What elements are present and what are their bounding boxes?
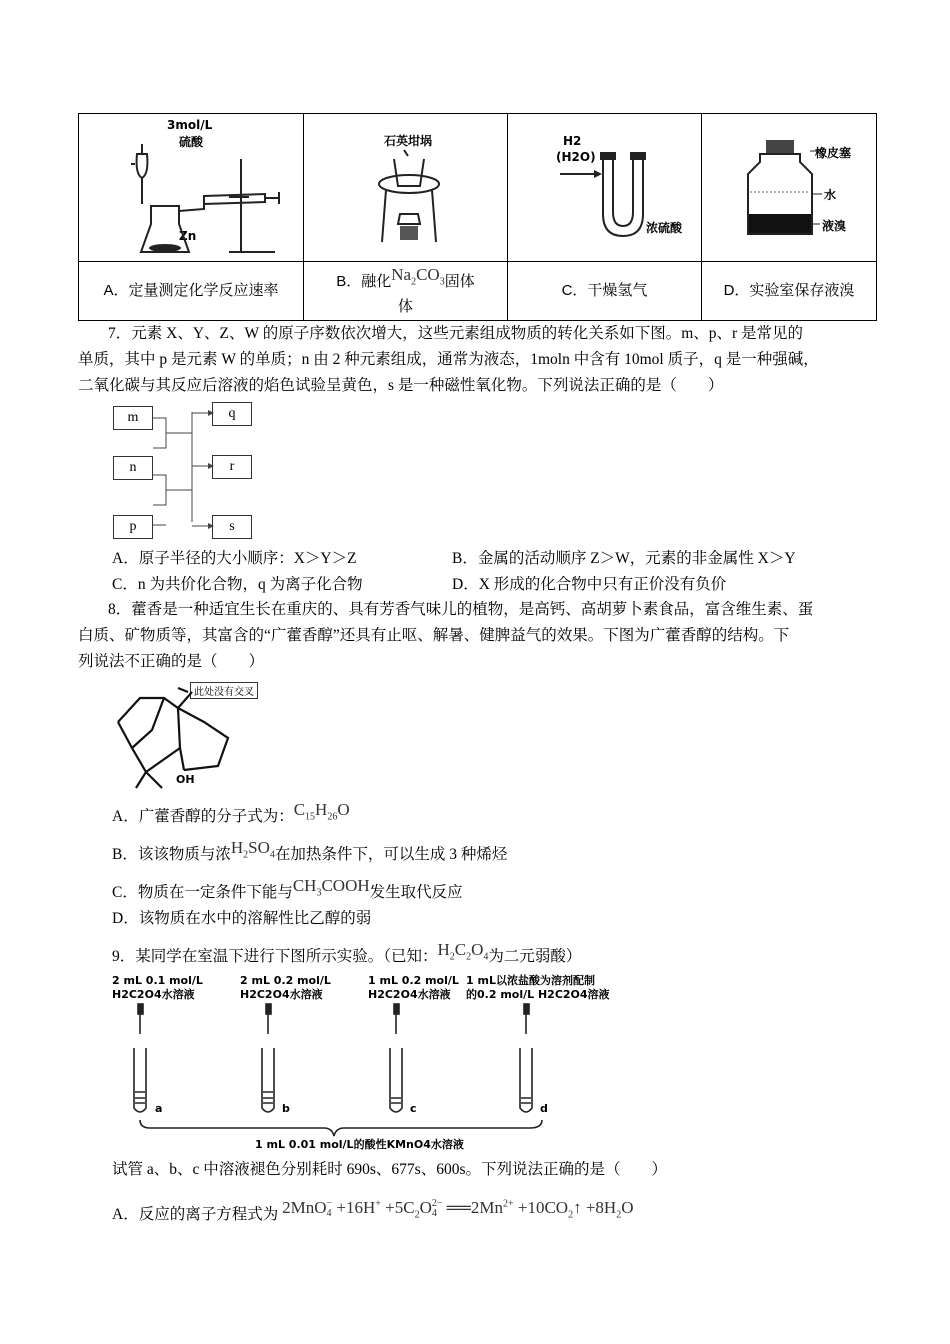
brace-label: 1 mL 0.01 mol/L的酸性KMnO4水溶液 [255,1138,464,1151]
box-s: s [212,515,252,539]
apparatus-d-image [702,114,877,262]
brace [140,1120,542,1136]
q8-option-d[interactable]: D．该物质在水中的溶解性比乙醇的弱 [112,910,372,927]
label-h2o: (H2O) [556,150,596,164]
q9-test-tube-figure [110,972,630,1160]
formula-c15h26o: $C_{15}H_{26}O$ [293,800,350,823]
q7-stem-line1: 7．元素 X、Y、Z、W 的原子序数依次增大，这些元素组成物质的转化关系如下图。m、p、r 是常见的 [108,325,804,342]
tube-d-id: d [540,1102,548,1115]
tube-c [390,1004,402,1112]
flow-arrows [150,400,220,545]
test-tubes-drawing [110,972,630,1160]
q8-stem-line2: 白质、矿物质等，其富含的“广藿香醇”还具有止呕、解暑、健脾益气的效果。下图为广藿香醇的结构。下 [78,627,790,644]
tube-d-reagent: 1 mL以浓盐酸为溶剂配制 的0.2 mol/L H2C2O4溶液 [466,974,610,1001]
tube-a-reagent: 2 mL 0.1 mol/L H2C2O4水溶液 [112,974,203,1001]
caption-c: C．干燥氢气 [508,262,702,321]
patchoulol-structure [112,680,262,790]
label-oh: OH [176,773,195,786]
label-h2: H2 [563,134,582,148]
apparatus-c-image [508,114,702,262]
tube-d [520,1004,532,1112]
q8-stem-line3: 列说法不正确的是（ ） [78,653,265,670]
q7-stem-line2: 单质，其中 p 是元素 W 的单质；n 由 2 种元素组成，通常为液态，1moln 中含有 10mol 质子，q 是一种强碱， [78,351,819,368]
q7-stem-line3: 二氧化碳与其反应后溶液的焰色试验呈黄色，s 是一种磁性氧化物。下列说法正确的是（ ） [78,377,724,394]
q8-option-a[interactable]: A．广藿香醇的分子式为：$C_{15}H_{26}O$ [112,800,350,825]
zinc-acid-apparatus-drawing [79,114,303,261]
q9-result: 试管 a、b、c 中溶液褪色分别耗时 690s、677s、600s。下列说法正确的是（ ） [112,1161,667,1178]
label-liquid-bromine: 液溴 [822,219,847,233]
q7-option-c[interactable]: C．n 为共价化合物，q 为离子化合物 [112,576,363,593]
q9-stem: 9．某同学在室温下进行下图所示实验。（已知：$H_2C_2O_4$为二元弱酸） [112,940,582,965]
box-p: p [113,515,153,539]
q8-option-b[interactable]: B．该该物质与浓$H_2SO_4$在加热条件下，可以生成 3 种烯烃 [112,838,508,863]
tube-a [134,1004,146,1112]
label-rubber-stopper: 橡皮塞 [815,146,852,160]
q7-option-a[interactable]: A．原子半径的大小顺序：X＞Y＞Z [112,550,357,567]
label-zn: Zn [179,229,197,243]
caption-b: B．融化$Na_2CO_3$固体 体 [304,262,508,321]
box-n: n [113,456,153,480]
formula-h2so4: $H_2SO_4$ [230,838,275,861]
formula-h2c2o4: $H_2C_2O_4$ [437,940,489,963]
label-sulfuric-acid: 硫酸 [179,135,204,149]
label-quartz-crucible: 石英坩埚 [384,134,433,148]
formula-na2co3: $Na_2CO_3$ [391,265,445,288]
q7-option-b[interactable]: B．金属的活动顺序 Z＞W，元素的非金属性 X＞Y [452,550,796,567]
skeletal-formula-drawing [112,680,262,790]
box-m: m [113,406,153,430]
apparatus-a-image [79,114,304,262]
q9-option-a[interactable]: A．反应的离子方程式为 $2MnO_4^- +16H^+ +5C_2O_4^{2-}$ $══2Mn^{2+}$ $+10CO_2↑ +8H_2O$ [112,1198,634,1223]
ionic-equation: $2MnO_4^- +16H^+ +5C_2O_4^{2-}$ $══2Mn^{2+}$ $+10CO_2↑ +8H_2O$ [282,1198,634,1221]
box-q: q [212,402,252,426]
caption-a: A．定量测定化学反应速率 [79,262,304,321]
label-water: 水 [824,188,837,202]
crucible-heating-drawing [304,114,507,261]
tube-b-id: b [282,1102,290,1115]
bottle-drawing [702,114,876,261]
label-3mol: 3mol/L [167,118,213,132]
caption-d: D．实验室保存液溴 [702,262,877,321]
tube-c-id: c [410,1102,417,1115]
apparatus-b-image [304,114,508,262]
formula-ch3cooh: $CH_3COOH$ [292,876,370,899]
label-conc-sulfuric: 浓硫酸 [646,221,683,235]
tube-b-reagent: 2 mL 0.2 mol/L H2C2O4水溶液 [240,974,331,1001]
q7-option-d[interactable]: D．X 形成的化合物中只有正价没有负价 [452,576,727,593]
tube-b [262,1004,274,1112]
box-r: r [212,455,252,479]
apparatus-table [78,113,877,321]
q8-option-c[interactable]: C．物质在一定条件下能与$CH_3COOH$发生取代反应 [112,876,463,901]
q8-stem-line1: 8．藿香是一种适宜生长在重庆的、具有芳香气味儿的植物，是高钙、高胡萝卜素食品，富含维生素、蛋 [108,601,814,618]
u-tube-drawing [508,114,701,261]
tube-c-reagent: 1 mL 0.2 mol/L H2C2O4水溶液 [368,974,459,1001]
tube-a-id: a [155,1102,163,1115]
structure-note: 此处没有交叉 [190,682,258,699]
